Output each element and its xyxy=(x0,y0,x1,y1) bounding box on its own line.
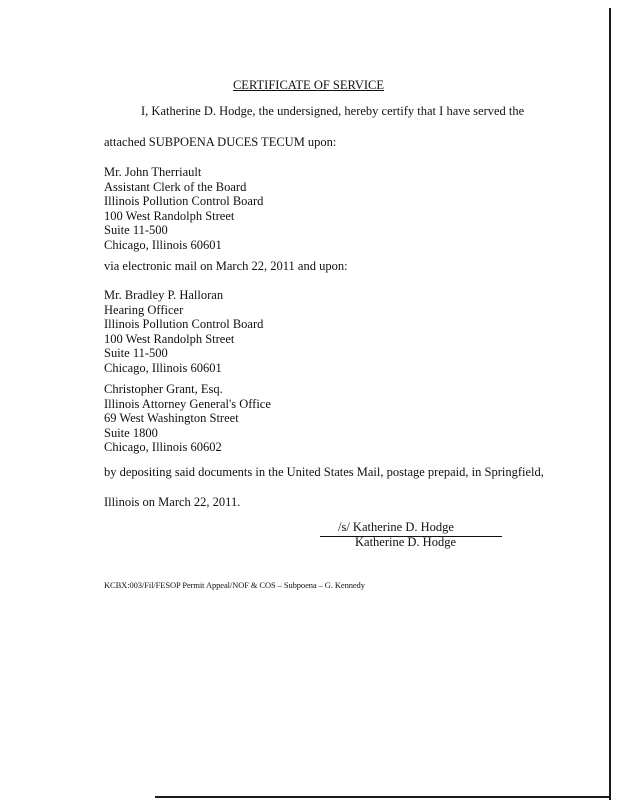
address-line: Hearing Officer xyxy=(104,302,184,317)
via-line: via electronic mail on March 22, 2011 and upon: xyxy=(104,259,348,273)
scan-border-right xyxy=(609,8,611,800)
document-title: CERTIFICATE OF SERVICE xyxy=(232,78,385,92)
closing-line-2: Illinois on March 22, 2011. xyxy=(104,495,241,509)
address-line: Chicago, Illinois 60602 xyxy=(104,440,222,455)
address-line: Illinois Attorney General's Office xyxy=(104,396,271,411)
address-line: Mr. John Therriault xyxy=(104,165,202,179)
address-line: Christopher Grant, Esq. xyxy=(104,382,223,396)
document-footer-reference: KCBX:003/Fil/FESOP Permit Appeal/NOF & COS – Subpoena – G. Kennedy xyxy=(104,580,365,590)
recipient-address-1 xyxy=(104,165,263,253)
address-line: 69 West Washington Street xyxy=(104,411,239,426)
signature-text: /s/ Katherine D. Hodge xyxy=(338,520,454,534)
closing-line-1: by depositing said documents in the United States Mail, postage prepaid, in Springfield, xyxy=(104,465,544,479)
recipient-address-3 xyxy=(104,382,271,455)
address-line: Suite 11-500 xyxy=(104,223,168,238)
address-line: Chicago, Illinois 60601 xyxy=(104,360,222,375)
scan-border-bottom xyxy=(155,796,611,798)
address-line: Illinois Pollution Control Board xyxy=(104,194,264,209)
address-line: Chicago, Illinois 60601 xyxy=(104,237,222,252)
recipient-address-2 xyxy=(104,288,263,376)
address-line: Suite 11-500 xyxy=(104,346,168,361)
intro-line-1: I, Katherine D. Hodge, the undersigned, hereby certify that I have served the xyxy=(141,104,525,118)
address-line: Mr. Bradley P. Halloran xyxy=(104,288,224,302)
signature-printed-name: Katherine D. Hodge xyxy=(355,535,457,549)
address-line: Suite 1800 xyxy=(104,425,158,440)
address-line: Illinois Pollution Control Board xyxy=(104,317,264,332)
intro-line-2: attached SUBPOENA DUCES TECUM upon: xyxy=(104,135,337,149)
address-line: 100 West Randolph Street xyxy=(104,331,235,346)
address-line: Assistant Clerk of the Board xyxy=(104,179,247,194)
address-line: 100 West Randolph Street xyxy=(104,208,235,223)
